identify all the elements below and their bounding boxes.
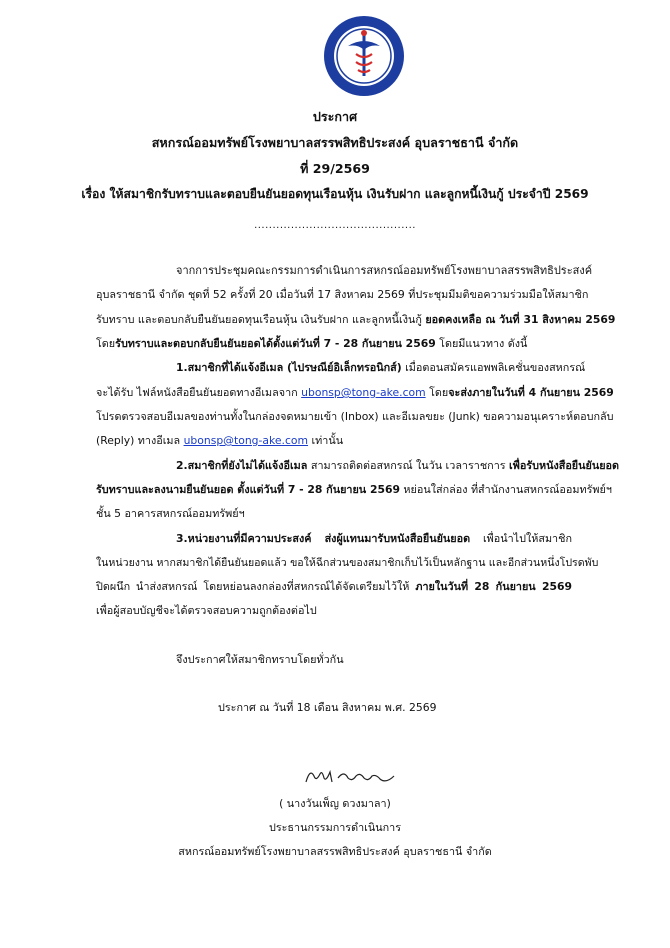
footer-organization: สหกรณ์ออมทรัพย์โรงพยาบาลสรรพสิทธิประสงค์ อุบลราชธานี จำกัด [178,845,492,858]
item-3-line: ปิดผนึก นำส่งสหกรณ์ โดยหย่อนลงกล่องที่สหกรณ์ได้จัดเตรียมไว้ให้ ภายในวันที่ 28 กันยายน 2569 [96,580,572,593]
signature-image [300,764,410,788]
item-2-line: ชั้น 5 อาคารสหกรณ์ออมทรัพย์ฯ [96,507,245,520]
organization-seal-logo [322,14,406,98]
item-1-line: โปรดตรวจสอบอีเมลของท่านทั้งในกล่องจดหมายเข้า (Inbox) และอีเมลขยะ (Junk) ขอความอนุเคราะห์ตอบกลับ [96,410,614,423]
announcement-date: ประกาศ ณ วันที่ 18 เดือน สิงหาคม พ.ศ. 2569 [218,701,437,714]
item-1-heading: 1.สมาชิกที่ได้แจ้งอีเมล (ไปรษณีย์อิเล็กทรอนิกส์) [176,361,402,374]
announcement-number: ที่ 29/2569 [300,161,370,176]
item-3-heading: 3.หน่วยงานที่มีความประสงค์ ส่งผู้แทนมารับหนังสือยืนยันยอด [176,532,471,545]
item-1-line: 1.สมาชิกที่ได้แจ้งอีเมล (ไปรษณีย์อิเล็กทรอนิกส์) เมื่อตอนสมัครแอพพลิเคชั่นของสหกรณ์ [176,361,586,374]
email-link[interactable]: ubonsp@tong-ake.com [301,386,426,399]
announcement-subject: เรื่อง ให้สมาชิกรับทราบและตอบยืนยันยอดทุนเรือนหุ้น เงินรับฝาก และลูกหนี้เงินกู้ ประจำปี 2569 [81,187,589,201]
organization-name: สหกรณ์ออมทรัพย์โรงพยาบาลสรรพสิทธิประสงค์ อุบลราชธานี จำกัด [151,135,519,150]
confirm-period-text: รับทราบและตอบกลับยืนยันยอดได้ตั้งแต่วันที่ 7 - 28 กันยายน 2569 [115,337,436,350]
signer-position: ประธานกรรมการดำเนินการ [268,821,402,834]
paragraph-line: รับทราบ และตอบกลับยืนยันยอดทุนเรือนหุ้น เงินรับฝาก และลูกหนี้เงินกู้ ยอดคงเหลือ ณ วันที่ 31 สิงหาคม 2569 [96,313,616,326]
signer-name: ( นางวันเพ็ญ ดวงมาลา) [279,797,391,810]
item-2-line: รับทราบและลงนามยืนยันยอด ตั้งแต่วันที่ 7 - 28 กันยายน 2569 หย่อนใส่กล่อง ที่สำนักงานสหกรณ์ออมทรัพย์ฯ [96,483,612,496]
item-3-line: เพื่อผู้สอบบัญชีจะได้ตรวจสอบความถูกต้องต่อไป [96,604,317,617]
paragraph-line: โดยรับทราบและตอบกลับยืนยันยอดได้ตั้งแต่วันที่ 7 - 28 กันยายน 2569 โดยมีแนวทาง ดังนี้ [96,337,528,350]
email-link[interactable]: ubonsp@tong-ake.com [183,434,309,447]
document-title: ประกาศ [312,109,358,124]
item-3-line: ในหน่วยงาน หากสมาชิกได้ยืนยันยอดแล้ว ขอให้ฉีกส่วนของสมาชิกเก็บไว้เป็นหลักฐาน และอีกส่วนหนึ่งโปรดพับ [96,557,599,569]
item-1-line: จะได้รับ ไฟล์หนังสือยืนยันยอดทางอีเมลจาก ubonsp@tong-ake.com โดยจะส่งภายในวันที่ 4 กันยายน 2569 [96,386,614,399]
balance-date-text: ยอดคงเหลือ ณ วันที่ 31 สิงหาคม 2569 [425,313,616,326]
item-3-line: 3.หน่วยงานที่มีความประสงค์ ส่งผู้แทนมารับหนังสือยืนยันยอด เพื่อนำไปให้สมาชิก [176,532,572,545]
paragraph-line: อุบลราชธานี จำกัด ชุดที่ 52 ครั้งที่ 20 เมื่อวันที่ 17 สิงหาคม 2569 ที่ประชุมมีมติขอความร่วมมือให้สมาชิก [96,288,589,301]
item-2-heading: 2.สมาชิกที่ยังไม่ได้แจ้งอีเมล [176,459,308,472]
separator-dots: ............................................ [254,220,416,231]
item-1-line: (Reply) ทางอีเมล ubonsp@tong-ake.com เท่านั้น [96,434,344,447]
closing-statement: จึงประกาศให้สมาชิกทราบโดยทั่วกัน [176,653,344,666]
paragraph-line: จากการประชุมคณะกรรมการดำเนินการสหกรณ์ออมทรัพย์โรงพยาบาลสรรพสิทธิประสงค์ [176,264,593,277]
item-2-line: 2.สมาชิกที่ยังไม่ได้แจ้งอีเมล สามารถติดต่อสหกรณ์ ในวัน เวลาราชการ เพื่อรับหนังสือยืนยันยอด [176,459,620,472]
